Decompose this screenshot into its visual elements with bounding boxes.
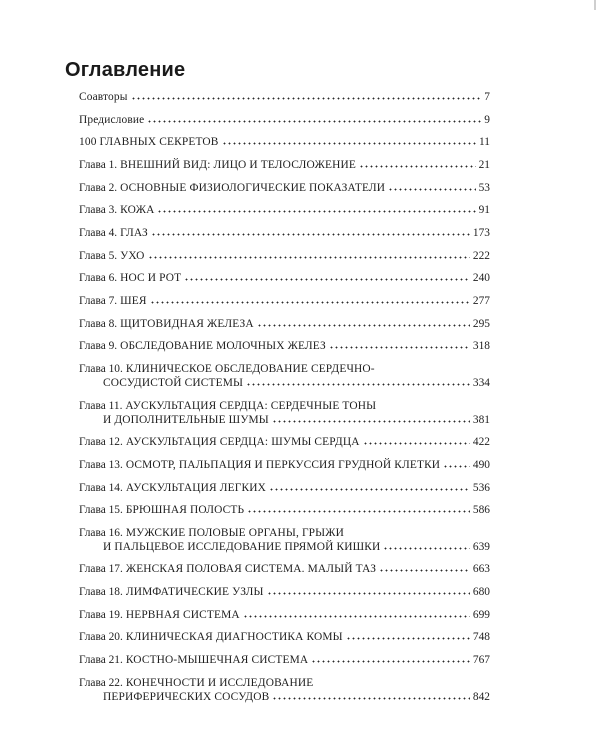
chapter-number: Глава 16. xyxy=(79,526,123,539)
toc-entry[interactable] xyxy=(79,222,490,245)
entry-title: КОСТНО-МЫШЕЧНАЯ СИСТЕМА xyxy=(125,654,309,667)
chapter-number: Глава 17. xyxy=(79,563,123,576)
toc-entry-line xyxy=(79,630,490,644)
chapter-number: Глава 13. xyxy=(79,458,123,471)
entry-title: КЛИНИЧЕСКАЯ ДИАГНОСТИКА КОМЫ xyxy=(125,631,343,644)
page-number: 334 xyxy=(472,376,490,389)
toc-entry-line xyxy=(79,294,490,308)
dot-leader xyxy=(222,135,477,145)
toc-entry-line xyxy=(79,653,490,667)
entry-title: АУСКУЛЬТАЦИЯ СЕРДЦА: ШУМЫ СЕРДЦА xyxy=(125,436,360,449)
chapter-number: Глава 19. xyxy=(79,608,123,621)
entry-title: СОСУДИСТОЙ СИСТЕМЫ xyxy=(103,376,244,389)
dot-leader xyxy=(151,226,470,236)
entry-title: И ПАЛЬЦЕВОЕ ИССЛЕДОВАНИЕ ПРЯМОЙ КИШКИ xyxy=(103,540,381,553)
toc-entry-line xyxy=(79,339,490,353)
entry-title: КОЖА xyxy=(120,204,155,217)
toc-entry[interactable] xyxy=(79,199,490,222)
page-number: 639 xyxy=(472,540,490,553)
page-number: 663 xyxy=(472,563,490,576)
entry-title: УХО xyxy=(120,249,145,262)
toc-entry[interactable] xyxy=(79,131,490,154)
chapter-number: Глава 12. xyxy=(79,436,123,449)
toc-entry-line xyxy=(79,503,490,517)
dot-leader xyxy=(346,630,470,640)
entry-title: ОБСЛЕДОВАНИЕ МОЛОЧНЫХ ЖЕЛЕЗ xyxy=(120,340,326,353)
entry-title: ЩИТОВИДНАЯ ЖЕЛЕЗА xyxy=(120,317,254,330)
dot-leader xyxy=(246,376,470,386)
toc-entry-line xyxy=(79,249,490,263)
dot-leader xyxy=(272,413,470,423)
dot-leader xyxy=(247,503,470,513)
chapter-number: Глава 2. xyxy=(79,181,118,194)
chapter-number: Глава 7. xyxy=(79,294,118,307)
page-number: 536 xyxy=(472,481,490,494)
chapter-number: Глава 6. xyxy=(79,272,118,285)
entry-title: ПЕРИФЕРИЧЕСКИХ СОСУДОВ xyxy=(103,690,270,703)
toc-entry-line xyxy=(79,158,490,172)
toc-entry-line xyxy=(79,271,490,285)
toc-entry[interactable] xyxy=(79,558,490,581)
dot-leader xyxy=(243,608,470,618)
entry-title: ОСНОВНЫЕ ФИЗИОЛОГИЧЕСКИЕ ПОКАЗАТЕЛИ xyxy=(120,181,386,194)
toc-entry[interactable] xyxy=(79,335,490,358)
toc-entry[interactable] xyxy=(79,290,490,313)
page-edge-mark xyxy=(594,0,596,10)
page-number: 173 xyxy=(472,226,490,239)
toc-entry[interactable] xyxy=(79,431,490,454)
page-number: 222 xyxy=(472,249,490,262)
toc-entry[interactable] xyxy=(79,649,490,672)
entry-title: АУСКУЛЬТАЦИЯ СЕРДЦА: СЕРДЕЧНЫЕ ТОНЫ xyxy=(125,399,377,412)
toc-entry[interactable] xyxy=(79,454,490,477)
toc-entry-line xyxy=(79,481,490,495)
page-number: 91 xyxy=(478,204,490,217)
chapter-number: Глава 4. xyxy=(79,226,118,239)
chapter-number: Глава 11. xyxy=(79,399,123,412)
entry-title: ВНЕШНИЙ ВИД: ЛИЦО И ТЕЛОСЛОЖЕНИЕ xyxy=(120,158,356,171)
chapter-number: Глава 20. xyxy=(79,631,123,644)
toc-entry-line xyxy=(79,113,490,127)
toc-entry-line xyxy=(79,362,490,376)
page-number: 21 xyxy=(478,158,490,171)
page-number: 295 xyxy=(472,317,490,330)
entry-title: ЖЕНСКАЯ ПОЛОВАЯ СИСТЕМА. МАЛЫЙ ТАЗ xyxy=(125,563,377,576)
toc-entry[interactable] xyxy=(79,499,490,522)
dot-leader xyxy=(379,562,470,572)
toc-entry-line xyxy=(79,226,490,240)
toc-entry[interactable] xyxy=(79,313,490,336)
entry-title: И ДОПОЛНИТЕЛЬНЫЕ ШУМЫ xyxy=(103,413,269,426)
toc-entry[interactable] xyxy=(79,604,490,627)
page-number: 7 xyxy=(484,91,490,103)
page-number: 699 xyxy=(472,608,490,621)
page-number: 680 xyxy=(472,586,490,599)
page-number: 586 xyxy=(472,504,490,517)
entry-title: АУСКУЛЬТАЦИЯ ЛЕГКИХ xyxy=(125,481,266,494)
page-number: 240 xyxy=(472,272,490,285)
toc-entry-line xyxy=(79,181,490,195)
toc-entry-continuation xyxy=(79,376,490,390)
dot-leader xyxy=(157,203,475,213)
toc-entry-line xyxy=(79,526,490,540)
entry-title: ЛИМФАТИЧЕСКИЕ УЗЛЫ xyxy=(125,586,264,599)
chapter-number: Глава 15. xyxy=(79,504,123,517)
toc-entry-line xyxy=(79,435,490,449)
dot-leader xyxy=(443,458,470,468)
page-number: 767 xyxy=(472,654,490,667)
chapter-number: Глава 18. xyxy=(79,586,123,599)
dot-leader xyxy=(267,585,470,595)
toc-entry[interactable] xyxy=(79,245,490,268)
toc-entry-line xyxy=(79,608,490,622)
dot-leader xyxy=(150,294,470,304)
entry-title: Соавторы xyxy=(79,91,128,103)
dot-leader xyxy=(131,90,482,100)
toc-entry[interactable] xyxy=(79,109,490,132)
chapter-number: Глава 22. xyxy=(79,676,123,689)
dot-leader xyxy=(272,690,470,700)
toc-entry[interactable] xyxy=(79,154,490,177)
page-number: 9 xyxy=(484,113,490,126)
chapter-number: Глава 14. xyxy=(79,481,123,494)
toc-entry[interactable] xyxy=(79,626,490,649)
page-number: 11 xyxy=(479,136,490,149)
toc-list xyxy=(79,86,490,708)
entry-title: МУЖСКИЕ ПОЛОВЫЕ ОРГАНЫ, ГРЫЖИ xyxy=(125,526,344,539)
toc-entry[interactable] xyxy=(79,177,490,200)
chapter-number: Глава 10. xyxy=(79,362,123,375)
entry-title: ГЛАЗ xyxy=(120,226,148,239)
dot-leader xyxy=(269,481,470,491)
toc-entry[interactable] xyxy=(79,522,490,559)
toc-entry-continuation xyxy=(79,413,490,427)
dot-leader xyxy=(147,113,481,123)
page-number: 53 xyxy=(478,181,490,194)
page-number: 490 xyxy=(472,458,490,471)
toc-entry-line xyxy=(79,90,490,104)
toc-entry[interactable] xyxy=(79,672,490,709)
toc-entry[interactable] xyxy=(79,581,490,604)
entry-title: НЕРВНАЯ СИСТЕМА xyxy=(125,608,240,621)
toc-entry-line xyxy=(79,203,490,217)
toc-entry-line xyxy=(79,676,490,690)
toc-entry[interactable] xyxy=(79,86,490,109)
toc-entry-line xyxy=(79,399,490,413)
toc-entry[interactable] xyxy=(79,477,490,500)
dot-leader xyxy=(363,435,470,445)
dot-leader xyxy=(329,339,470,349)
page-number: 318 xyxy=(472,340,490,353)
page-title: Оглавление xyxy=(65,59,186,81)
toc-entry-line xyxy=(79,458,490,472)
entry-title: Предисловие xyxy=(79,113,145,126)
entry-title: 100 ГЛАВНЫХ СЕКРЕТОВ xyxy=(79,136,219,149)
entry-title: НОС И РОТ xyxy=(120,272,182,285)
chapter-number: Глава 21. xyxy=(79,654,123,667)
toc-entry[interactable] xyxy=(79,358,490,395)
toc-entry-line xyxy=(79,135,490,149)
entry-title: БРЮШНАЯ ПОЛОСТЬ xyxy=(125,504,245,517)
chapter-number: Глава 3. xyxy=(79,204,118,217)
entry-title: КЛИНИЧЕСКОЕ ОБСЛЕДОВАНИЕ СЕРДЕЧНО- xyxy=(125,362,375,375)
toc-entry-line xyxy=(79,317,490,331)
toc-entry-line xyxy=(79,562,490,576)
toc-entry-continuation xyxy=(79,690,490,704)
chapter-number: Глава 5. xyxy=(79,249,118,262)
dot-leader xyxy=(184,271,470,281)
toc-entry-line xyxy=(79,585,490,599)
dot-leader xyxy=(257,317,470,327)
dot-leader xyxy=(383,540,470,550)
entry-title: ОСМОТР, ПАЛЬПАЦИЯ И ПЕРКУССИЯ ГРУДНОЙ КЛЕТКИ xyxy=(125,458,441,471)
dot-leader xyxy=(148,249,470,259)
toc-entry-continuation xyxy=(79,540,490,554)
dot-leader xyxy=(388,181,475,191)
chapter-number: Глава 1. xyxy=(79,158,118,171)
page-number: 422 xyxy=(472,436,490,449)
page-number: 842 xyxy=(472,690,490,703)
dot-leader xyxy=(311,653,470,663)
toc-entry[interactable] xyxy=(79,267,490,290)
entry-title: КОНЕЧНОСТИ И ИССЛЕДОВАНИЕ xyxy=(125,676,314,689)
toc-entry[interactable] xyxy=(79,395,490,432)
page-number: 381 xyxy=(472,413,490,426)
entry-title: ШЕЯ xyxy=(120,294,147,307)
dot-leader xyxy=(359,158,476,168)
chapter-number: Глава 9. xyxy=(79,340,118,353)
page-number: 748 xyxy=(472,631,490,644)
page-number: 277 xyxy=(472,294,490,307)
chapter-number: Глава 8. xyxy=(79,317,118,330)
